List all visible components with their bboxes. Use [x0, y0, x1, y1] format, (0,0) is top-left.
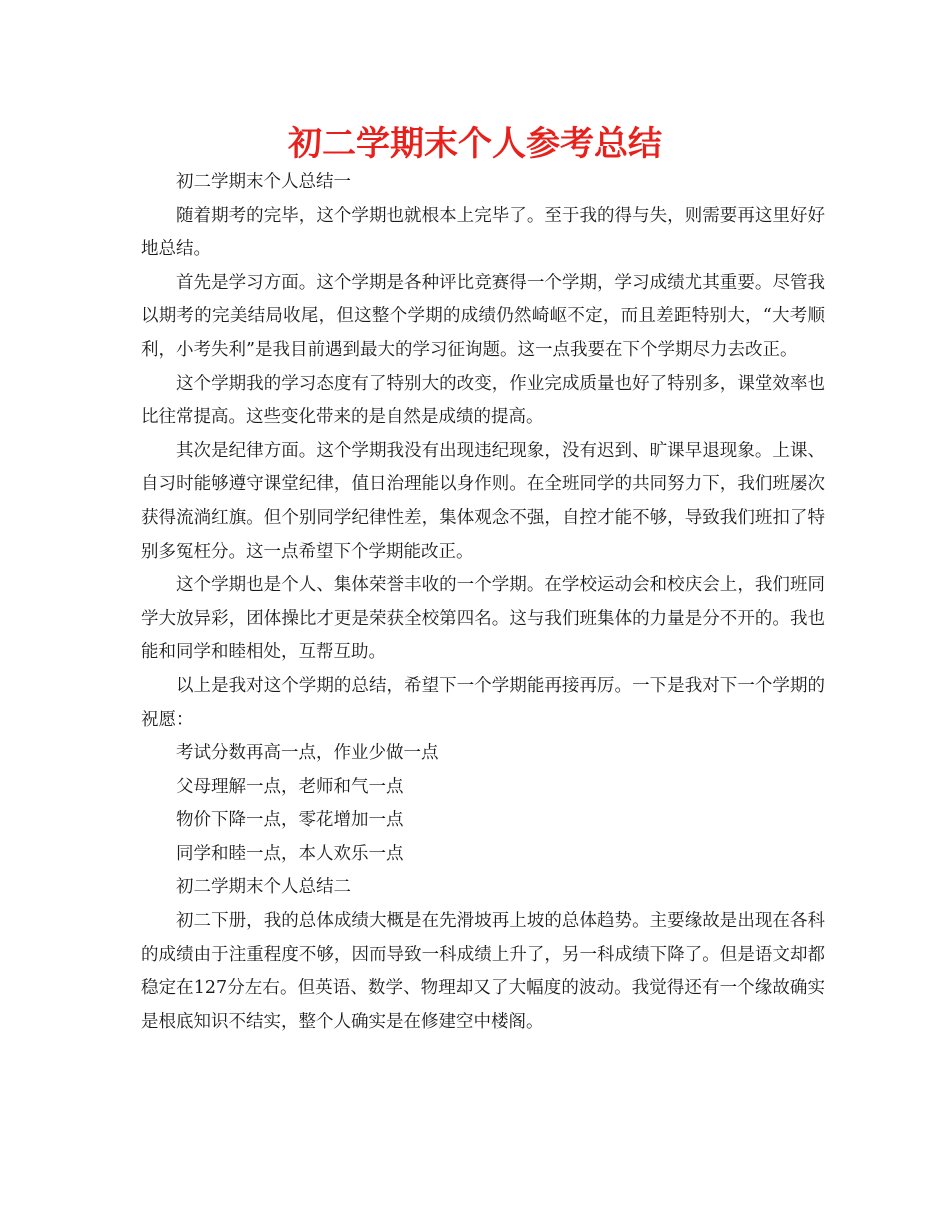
wish-line: 同学和睦一点，本人欢乐一点 [176, 843, 404, 864]
paragraph: 以上是我对这个学期的总结，希望下一个学期能再接再厉。一下是我对下一个学期的祝愿： [141, 675, 825, 730]
paragraph: 这个学期我的学习态度有了特别大的改变，作业完成质量也好了特别多，课堂效率也比往常提高。这些变化带来的是自然是成绩的提高。 [141, 373, 825, 428]
paragraph: 随着期考的完毕，这个学期也就根本上完毕了。至于我的得与失，则需要再这里好好地总结。 [141, 205, 825, 260]
section-heading-1: 初二学期末个人总结一 [176, 172, 351, 192]
section-heading-2: 初二学期末个人总结二 [176, 877, 351, 898]
document-body [141, 166, 825, 1039]
wish-line: 考试分数再高一点，作业少做一点 [176, 743, 439, 764]
paragraph: 这个学期也是个人、集体荣誉丰收的一个学期。在学校运动会和校庆会上，我们班同学大放异彩，团体操比才更是荣获全校第四名。这与我们班集体的力量是分不开的。我也能和同学和睦相处，互帮互助。 [141, 575, 825, 663]
paragraph: 其次是纪律方面。这个学期我没有出现违纪现象，没有迟到、旷课早退现象。上课、自习时能够遵守课堂纪律，值日治理能以身作则。在全班同学的共同努力下，我们班屡次获得流淌红旗。但个别同学纪律性差，集体观念不强，自控才能不够，导致我们班扣了特别多冤枉分。这一点希望下个学期能改正。 [141, 440, 825, 562]
paragraph: 首先是学习方面。这个学期是各种评比竞赛得一个学期，学习成绩尤其重要。尽管我以期考的完美结局收尾，但这整个学期的成绩仍然崎岖不定，而且差距特别大，“大考顺利，小考失利”是我目前遇到最大的学习征询题。这一点我要在下个学期尽力去改正。 [141, 272, 825, 360]
wish-line: 父母理解一点，老师和气一点 [176, 776, 404, 797]
paragraph: 初二下册，我的总体成绩大概是在先滑坡再上坡的总体趋势。主要缘故是出现在各科的成绩由于注重程度不够，因而导致一科成绩上升了，另一科成绩下降了。但是语文却都稳定在127分左右。但英语、数学、物理却又了大幅度的波动。我觉得还有一个缘故确实是根底知识不结实，整个人确实是在修建空中楼阁。 [141, 911, 825, 1032]
document-title: 初二学期末个人参考总结 [288, 124, 662, 164]
wish-line: 物价下降一点，零花增加一点 [176, 810, 404, 831]
